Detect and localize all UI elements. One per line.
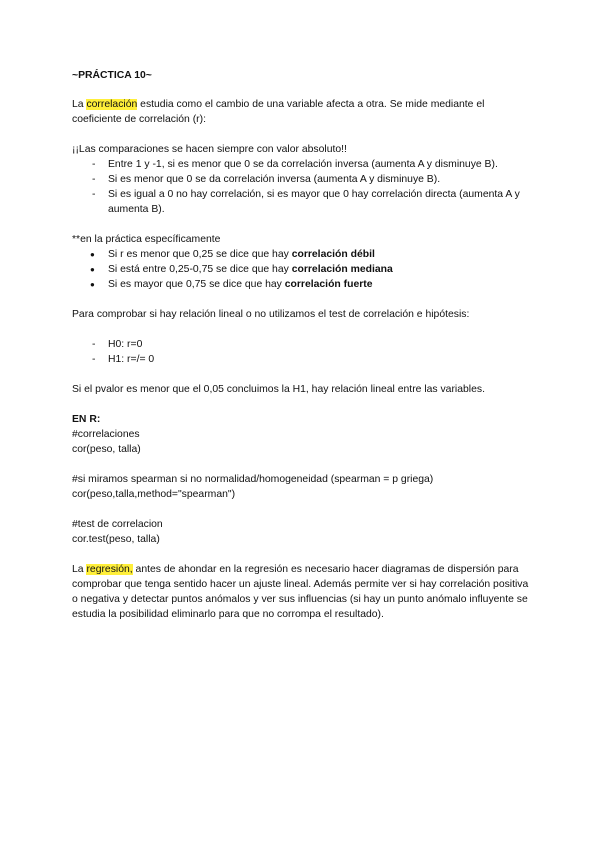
list-item: - H1: r=/= 0 [72, 352, 532, 367]
regression-paragraph: La regresión, antes de ahondar en la regresión es necesario hacer diagramas de dispersión para comprobar que tenga sentido hacer un ajuste lineal. Además permite ver si hay correlación positiva o negativa y detectar puntos anómalos y ver sus influencias (si hay un punto anómalo influyente se estudia la posibilidad eliminarlo para que no corrompa el resultado). [72, 564, 529, 620]
list-item: - H0: r=0 [72, 337, 532, 352]
code-line: cor(peso,talla,method="spearman") [72, 489, 236, 500]
hypotheses-list [72, 337, 532, 367]
practice-note: **en la práctica específicamente [72, 234, 221, 245]
list-item: ● Si es mayor que 0,75 se dice que hay correlación fuerte [72, 277, 532, 292]
highlight-correlacion: correlación [86, 99, 138, 110]
list-item: ● Si r es menor que 0,25 se dice que hay correlación débil [72, 247, 532, 262]
highlight-regresion: regresión, [86, 564, 133, 575]
list-item: - Entre 1 y -1, si es menor que 0 se da correlación inversa (aumenta A y disminuye B). [72, 157, 532, 172]
code-line: cor(peso, talla) [72, 444, 141, 455]
r-code-section [72, 412, 532, 547]
intro-paragraph: La correlación estudia como el cambio de una variable afecta a otra. Se mide mediante el coeficiente de correlación (r): [72, 99, 485, 125]
absolute-value-note: ¡¡Las comparaciones se hacen siempre con valor absoluto!! [72, 144, 347, 155]
document-page [72, 68, 532, 622]
test-intro: Para comprobar si hay relación lineal o no utilizamos el test de correlación e hipótesis: [72, 309, 470, 320]
strength-list [72, 247, 532, 292]
code-line: #correlaciones [72, 429, 140, 440]
pvalue-note: Si el pvalor es menor que el 0,05 concluimos la H1, hay relación lineal entre las variables. [72, 384, 485, 395]
list-item: - Si es igual a 0 no hay correlación, si es mayor que 0 hay correlación directa (aumenta A y aumenta B). [72, 187, 532, 217]
list-item: - Si es menor que 0 se da correlación inversa (aumenta A y disminuye B). [72, 172, 532, 187]
section-heading: EN R: [72, 414, 101, 425]
code-line: cor.test(peso, talla) [72, 534, 160, 545]
rules-list [72, 157, 532, 217]
page-title: ~PRÁCTICA 10~ [72, 70, 152, 81]
code-line: #test de correlacion [72, 519, 163, 530]
list-item: ● Si está entre 0,25-0,75 se dice que hay correlación mediana [72, 262, 532, 277]
code-line: #si miramos spearman si no normalidad/homogeneidad (spearman = p griega) [72, 474, 434, 485]
